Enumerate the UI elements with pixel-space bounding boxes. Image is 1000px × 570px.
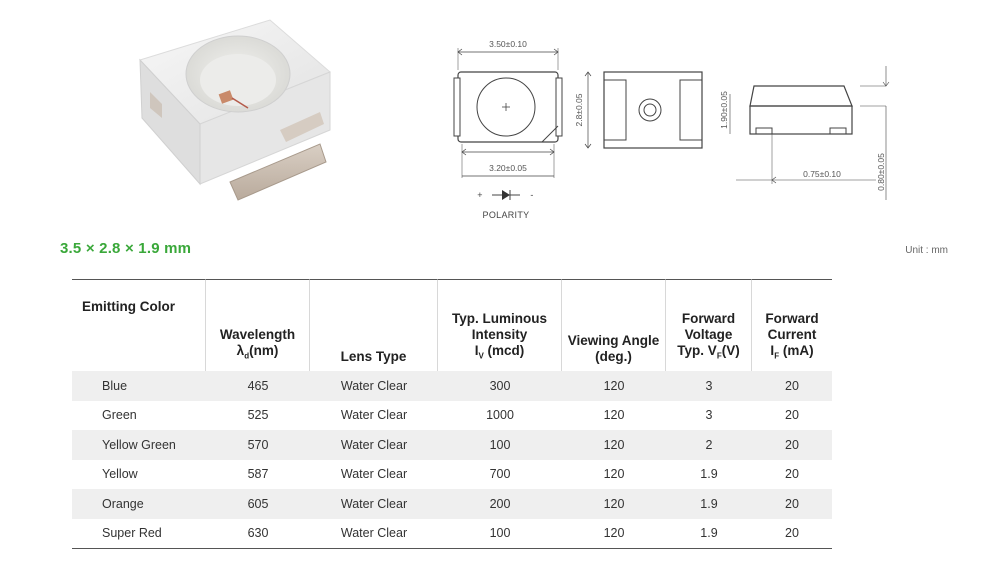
cell-voltage: 1.9 [666, 519, 752, 550]
header-emitting-color: Emitting Color [72, 279, 206, 371]
cell-lens: Water Clear [310, 489, 438, 519]
dim-pad-width: 0.75±0.10 [803, 169, 841, 179]
cell-voltage: 3 [666, 371, 752, 401]
cell-wavelength: 465 [206, 371, 310, 401]
cell-intensity: 200 [438, 489, 562, 519]
header-forward-voltage: Forward Voltage Typ. $V_F(V)$ [666, 279, 752, 371]
cell-angle: 120 [603, 408, 625, 423]
polarity-label: POLARITY [482, 210, 530, 220]
header-luminous-intensity: Typ. Luminous Intensity $I_V$ (mcd) [438, 279, 562, 371]
polarity-minus: - [530, 190, 534, 200]
cell-angle: 120 [603, 467, 625, 482]
cell-current: 20 [785, 467, 799, 482]
cell-lens: Water Clear [310, 430, 438, 460]
table-row [72, 371, 832, 401]
dim-top-width: 3.50±0.10 [489, 39, 527, 49]
header-lens-type: Lens Type [310, 279, 438, 371]
cell-voltage: 3 [705, 408, 713, 423]
cell-current: 20 [752, 519, 832, 550]
cell-current: 20 [785, 408, 799, 423]
cell-current: 20 [752, 371, 832, 401]
size-title: 3.5 × 2.8 × 1.9 mm [60, 240, 192, 257]
cell-angle: 120 [562, 519, 666, 550]
led-product-photo [120, 12, 360, 202]
cell-wavelength: 605 [206, 489, 310, 519]
cell-lens: Water Clear [310, 371, 438, 401]
cell-intensity: 700 [489, 467, 511, 482]
cell-intensity: 100 [438, 519, 562, 550]
cell-voltage: 2 [666, 430, 752, 460]
dim-side-height: 1.90±0.05 [719, 91, 729, 129]
cell-current: 20 [752, 489, 832, 519]
side-view-drawing [730, 66, 889, 200]
cell-wavelength: 630 [206, 519, 310, 550]
table-row [72, 430, 832, 460]
cell-lens: Water Clear [340, 408, 408, 423]
cell-voltage: 1.9 [666, 489, 752, 519]
cell-wavelength: 570 [206, 430, 310, 460]
spec-table [72, 279, 832, 549]
cell-color: Yellow [102, 467, 138, 482]
cell-color: Yellow Green [72, 430, 206, 460]
cell-angle: 120 [562, 489, 666, 519]
cell-voltage: 1.9 [700, 467, 718, 482]
cell-intensity: 300 [438, 371, 562, 401]
top-view-drawing [454, 48, 562, 200]
header-wavelength: Wavelength $\lambda_d(nm)$ [206, 279, 310, 371]
cell-wavelength: 587 [247, 467, 269, 482]
dimension-drawings [440, 30, 910, 230]
header-viewing-angle: Viewing Angle (deg.) [562, 279, 666, 371]
table-row [72, 460, 832, 490]
unit-label: Unit : mm [905, 245, 948, 256]
dim-height: 2.8±0.05 [574, 93, 584, 127]
cell-current: 20 [752, 430, 832, 460]
cell-color: Super Red [72, 519, 206, 550]
cell-angle: 120 [562, 430, 666, 460]
table-header-row [72, 279, 832, 371]
polarity-plus: + [477, 190, 483, 200]
cell-lens: Water Clear [310, 519, 438, 550]
cell-color: Orange [72, 489, 206, 519]
table-row [72, 519, 832, 550]
dim-bottom-width: 3.20±0.05 [489, 163, 527, 173]
cell-intensity: 1000 [486, 408, 514, 423]
cell-color: Green [102, 408, 137, 423]
table-row [72, 489, 832, 519]
cell-angle: 120 [562, 371, 666, 401]
cell-wavelength: 525 [247, 408, 269, 423]
bottom-view-drawing [585, 72, 702, 148]
cell-color: Blue [72, 371, 206, 401]
cell-lens: Water Clear [340, 467, 408, 482]
dim-total-height: 0.80±0.05 [876, 153, 886, 191]
header-forward-current: Forward Current $I_F$ (mA) [752, 279, 832, 371]
cell-intensity: 100 [438, 430, 562, 460]
table-row [72, 401, 832, 431]
